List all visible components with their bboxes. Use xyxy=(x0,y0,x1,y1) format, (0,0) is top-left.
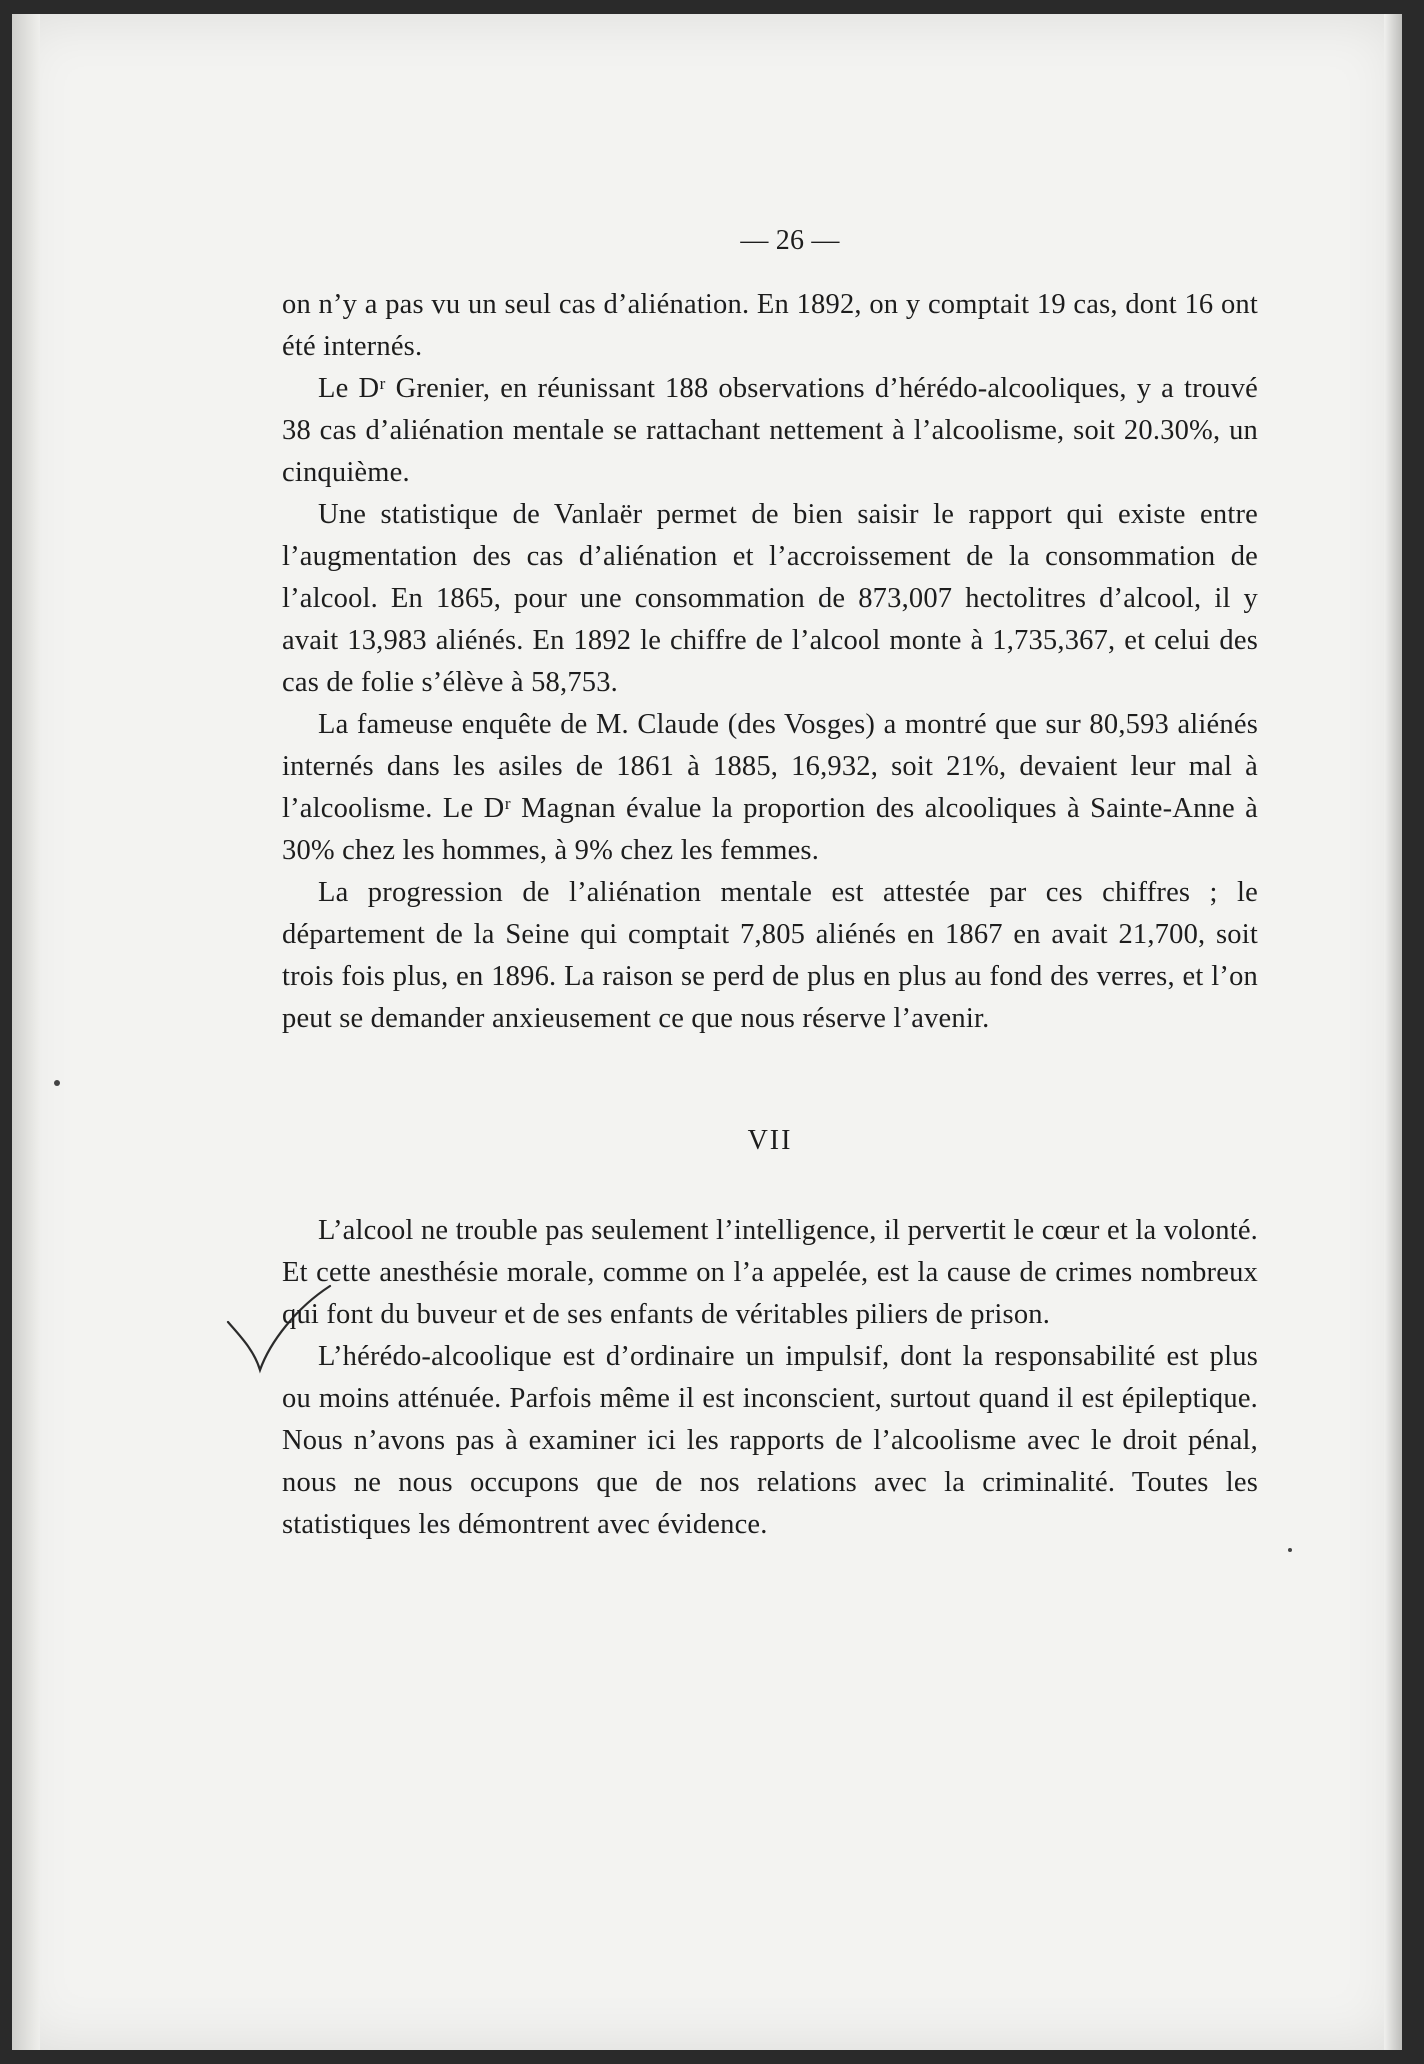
paragraph-7: L’hérédo-alcoolique est d’ordinaire un impulsif, dont la responsabilité est plus ou moins atténuée. Parfois même il est inconscient, surtout quand il est épileptique. Nous n’avons pas à examiner ici les rapports de l’alcoolisme avec le droit pénal, nous ne nous occupons que de nos relations avec la criminalité. Toutes les statistiques les démontrent avec évidence. xyxy=(282,1341,1258,1540)
paragraph-2: Le Dʳ Grenier, en réunissant 188 observations d’hérédo-alcooliques, y a trouvé 38 cas d’aliénation mentale se rattachant nettement à l’alcoolisme, soit 20.30%, un cinquième. xyxy=(282,373,1258,488)
page-gutter xyxy=(12,14,40,2050)
paragraph-1: on n’y a pas vu un seul cas d’aliénation. En 1892, on y comptait 19 cas, dont 16 ont été internés. xyxy=(282,289,1258,362)
speck-mark xyxy=(54,1080,60,1086)
paragraph-3: Une statistique de Vanlaër permet de bien saisir le rapport qui existe entre l’augmentation des cas d’aliénation et l’accroissement de la consommation de l’alcool. En 1865, pour une consommation de 873,007 hectolitres d’alcool, il y avait 13,983 aliénés. En 1892 le chiffre de l’alcool monte à 1,735,367, et celui des cas de folie s’élève à 58,753. xyxy=(282,499,1258,698)
book-page xyxy=(12,14,1402,2050)
paragraph-6: L’alcool ne trouble pas seulement l’intelligence, il pervertit le cœur et la volonté. Et cette anesthésie morale, comme on l’a appelée, est la cause de crimes nombreux qui font du buveur et de ses enfants de véritables piliers de prison. xyxy=(282,1215,1258,1330)
paragraph-5: La progression de l’aliénation mentale est attestée par ces chiffres ; le département de la Seine qui comptait 7,805 aliénés en 1867 en avait 21,700, soit trois fois plus, en 1896. La raison se perd de plus en plus au fond des verres, et l’on peut se demander anxieusement ce que nous réserve l’avenir. xyxy=(282,877,1258,1034)
page-edge xyxy=(1384,14,1402,2050)
section-title: VII xyxy=(747,1125,793,1156)
paragraph-4: La fameuse enquête de M. Claude (des Vosges) a montré que sur 80,593 aliénés internés dans les asiles de 1861 à 1885, 16,932, soit 21%, devaient leur mal à l’alcoolisme. Le Dʳ Magnan évalue la proportion des alcooliques à Sainte-Anne à 30% chez les hommes, à 9% chez les femmes. xyxy=(282,709,1258,866)
page-number: — 26 — xyxy=(740,225,840,256)
page-text xyxy=(282,220,1258,1546)
speck-mark xyxy=(1288,1548,1292,1552)
